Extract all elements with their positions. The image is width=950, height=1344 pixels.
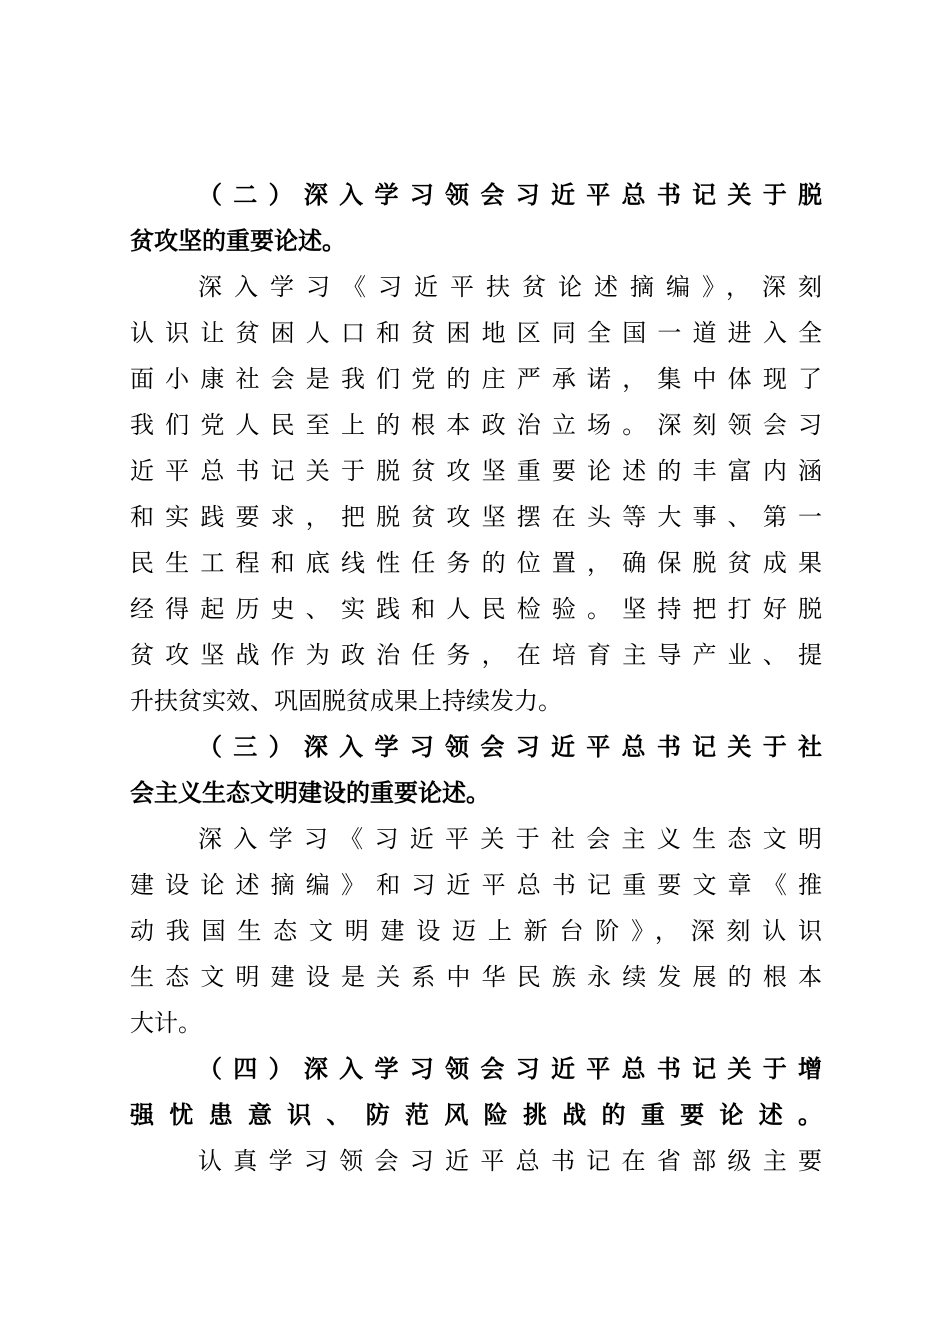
section-heading-3 [130,724,822,816]
paragraph-line: 深入学习《习近平关于社会主义生态文明 [198,825,822,853]
heading-line: 强忧患意识、防范风险挑战的重要论述。 [130,1100,822,1129]
section-heading-4 [130,1046,822,1138]
paragraph-line: 建设论述摘编》和习近平总书记重要文章《推 [130,871,822,899]
paragraph-line: 近平总书记关于脱贫攻坚重要论述的丰富内涵 [130,457,822,485]
paragraph-line: 升扶贫实效、巩固脱贫成果上持续发力。 [130,687,562,715]
paragraph-line: 经得起历史、实践和人民检验。坚持把打好脱 [130,595,822,623]
heading-line: 会主义生态文明建设的重要论述。 [130,778,490,807]
paragraph-line: 认识让贫困人口和贫困地区同全国一道进入全 [130,319,822,347]
paragraph-line: 生态文明建设是关系中华民族永续发展的根本 [130,963,822,991]
paragraph-line: 面小康社会是我们党的庄严承诺，集中体现了 [130,365,822,393]
section-paragraph-2 [130,264,822,724]
paragraph-line: 民生工程和底线性任务的位置，确保脱贫成果 [130,549,822,577]
section-paragraph-4 [130,1138,822,1184]
paragraph-line: 认真学习领会习近平总书记在省部级主要 [198,1147,822,1175]
heading-line: （二）深入学习领会习近平总书记关于脱 [198,180,822,209]
paragraph-line: 深入学习《习近平扶贫论述摘编》，深刻 [198,273,822,301]
paragraph-line: 动我国生态文明建设迈上新台阶》，深刻认识 [130,917,822,945]
heading-line: 贫攻坚的重要论述。 [130,226,346,255]
section-paragraph-3 [130,816,822,1046]
paragraph-line: 大计。 [130,1009,202,1037]
paragraph-line: 贫攻坚战作为政治任务，在培育主导产业、提 [130,641,822,669]
heading-line: （三）深入学习领会习近平总书记关于社 [198,732,822,761]
document-page [130,172,822,1184]
heading-line: （四）深入学习领会习近平总书记关于增 [198,1054,822,1083]
paragraph-line: 和实践要求，把脱贫攻坚摆在头等大事、第一 [130,503,822,531]
section-heading-2 [130,172,822,264]
paragraph-line: 我们党人民至上的根本政治立场。深刻领会习 [130,411,822,439]
